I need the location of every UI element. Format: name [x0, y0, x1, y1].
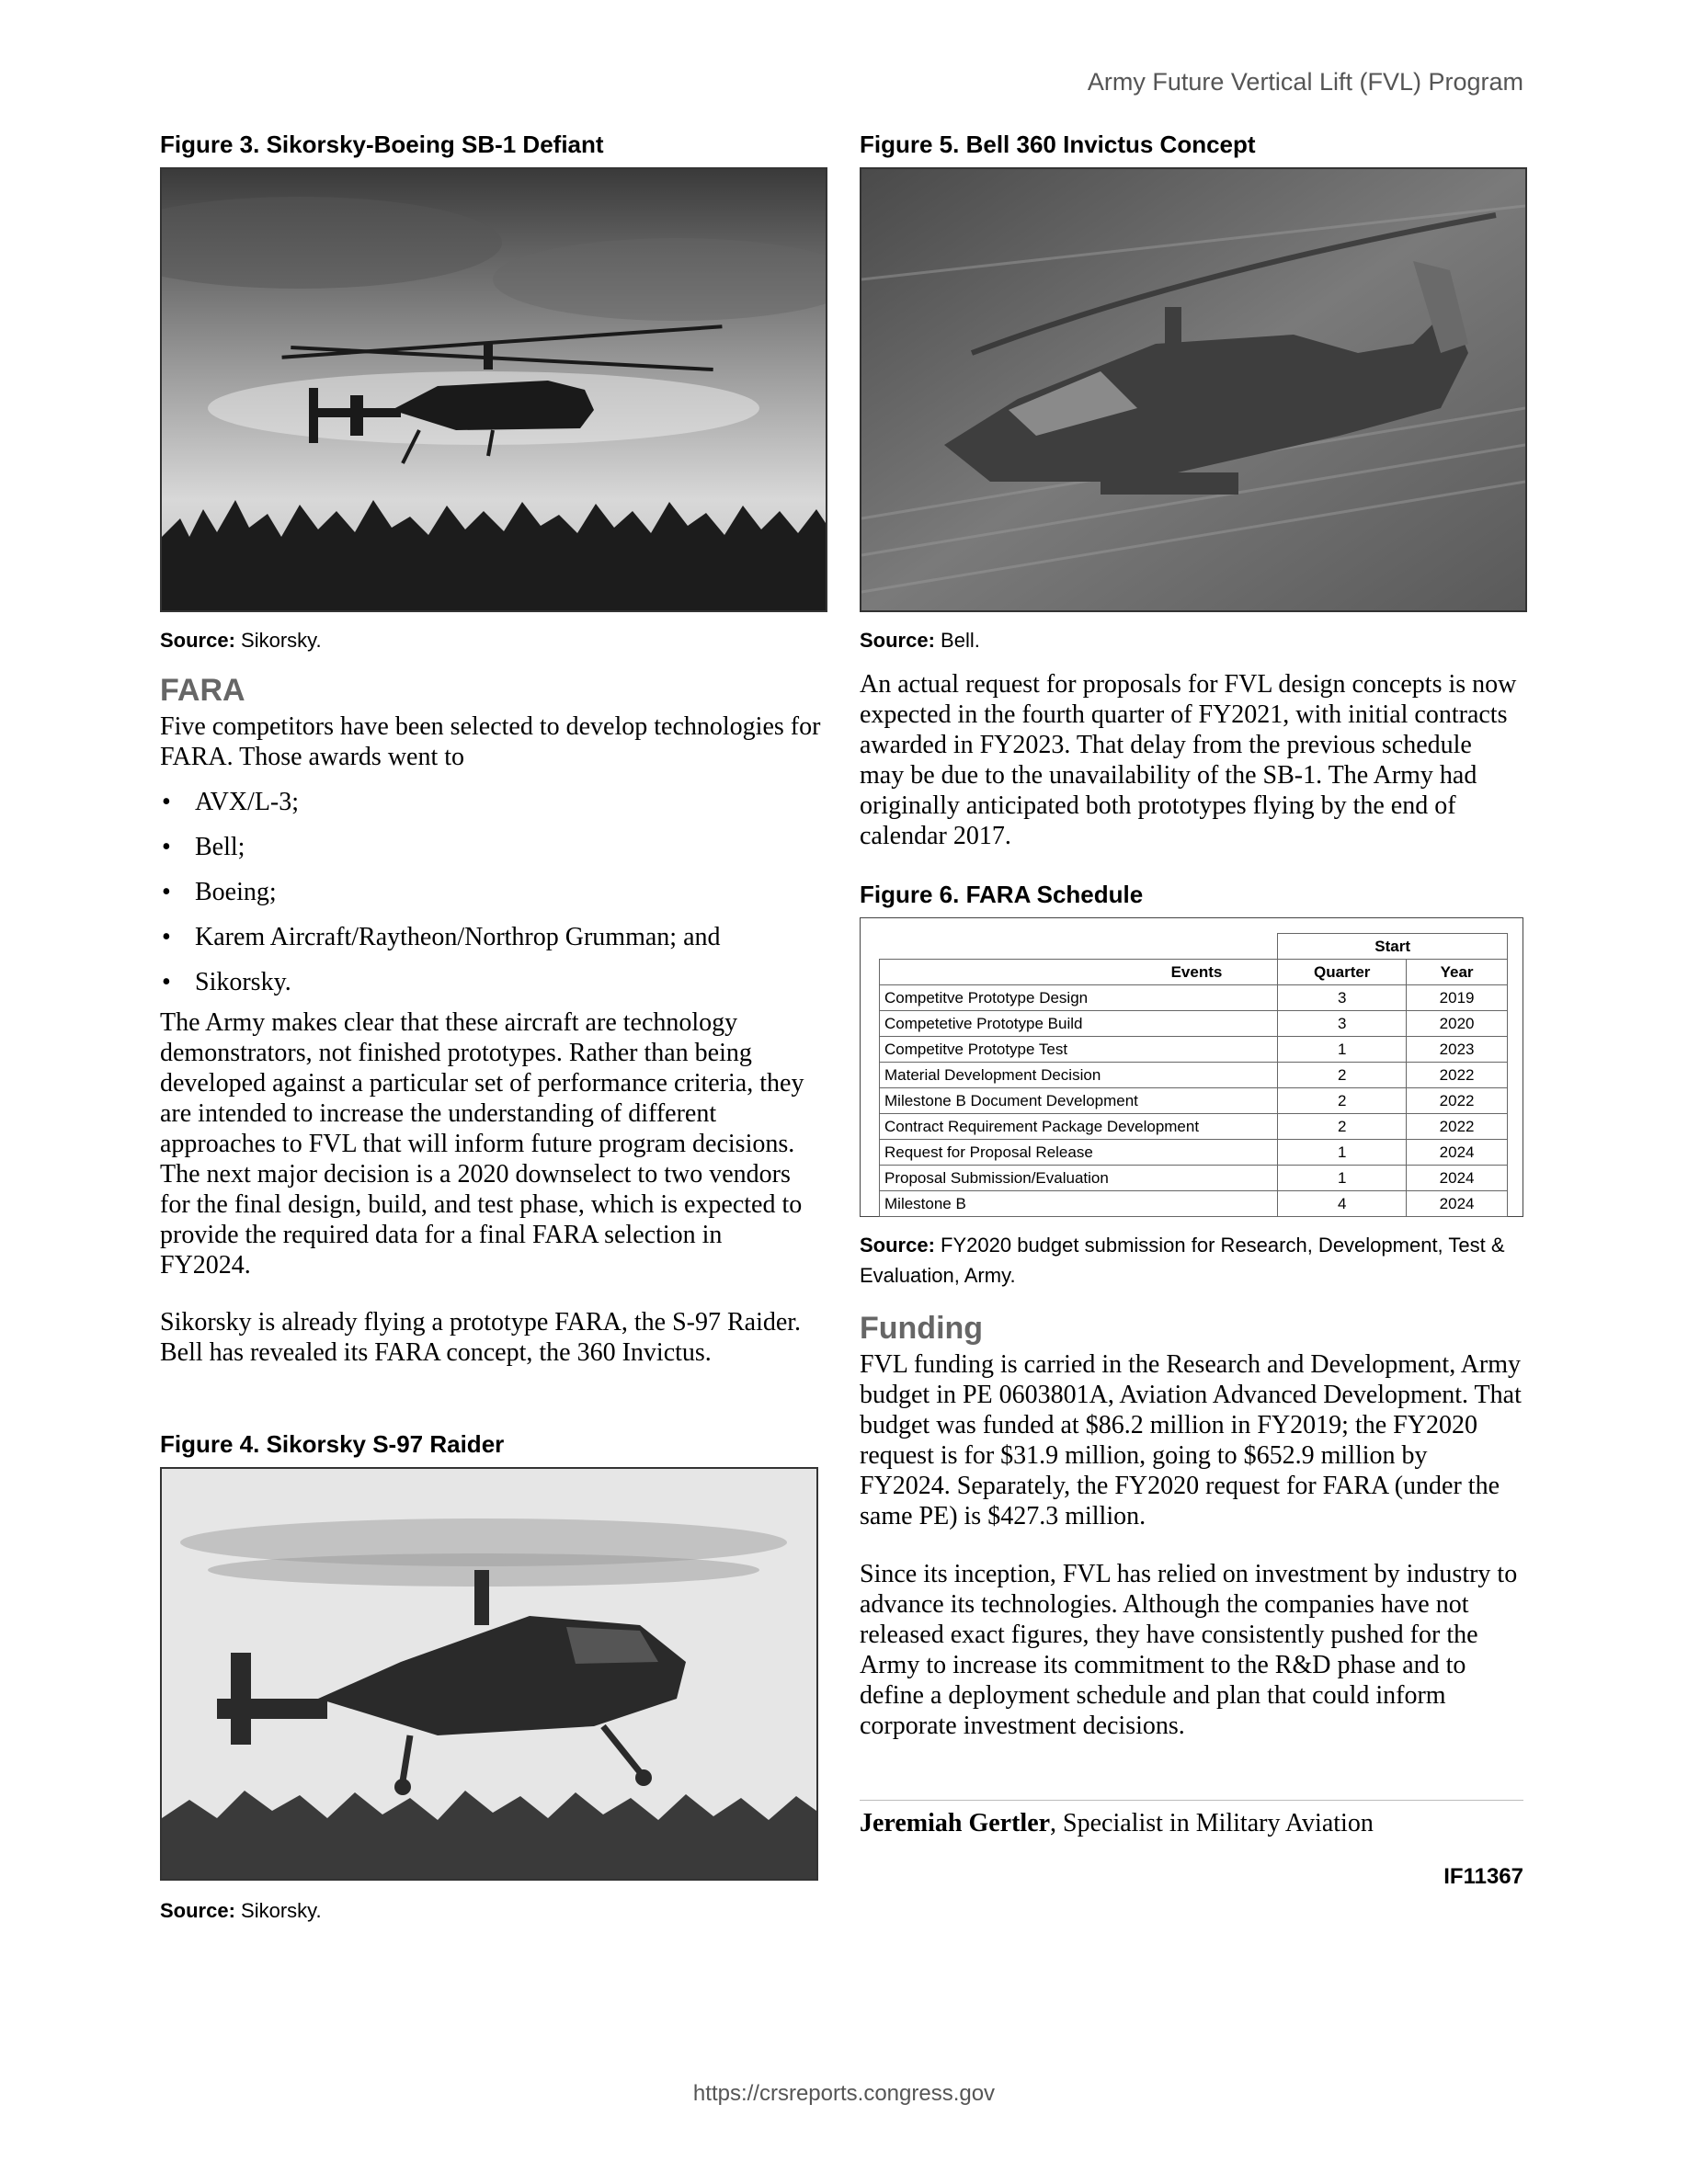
funding-paragraph-1: FVL funding is carried in the Research and Development, Army budget in PE 0603801A, Aviation Advanced Development. That budget was funded at $86.2 million in FY2019; the FY2020 request is for $31.9 million, going to $652.9 million by FY2024. Separately, the FY2020 request for FARA (under the same PE) is $427.3 million.: [860, 1350, 1522, 1530]
event-cell: Request for Proposal Release: [880, 1140, 1278, 1166]
quarter-cell: 2: [1278, 1063, 1407, 1088]
list-item: • Sikorsky.: [160, 967, 824, 997]
year-cell: 2024: [1407, 1191, 1508, 1217]
year-cell: 2019: [1407, 985, 1508, 1011]
source-text: Sikorsky.: [241, 629, 322, 652]
column-header-events: Events: [880, 960, 1278, 985]
author-line: [860, 1809, 1374, 1838]
quarter-cell: 2: [1278, 1088, 1407, 1114]
year-cell: 2020: [1407, 1011, 1508, 1037]
quarter-cell: 1: [1278, 1140, 1407, 1166]
quarter-cell: 3: [1278, 985, 1407, 1011]
table-row: [880, 1088, 1508, 1114]
fara-schedule-table: [879, 933, 1508, 1217]
rfp-paragraph: An actual request for proposals for FVL design concepts is now expected in the fourth quarter of FY2021, with initial contracts awarded in FY2023. That delay from the previous schedule may be due to the unavailability of the SB-1. The Army had originally anticipated both prototypes flying by the end of calendar 2017.: [860, 670, 1517, 850]
table-row: [880, 1011, 1508, 1037]
quarter-cell: 4: [1278, 1191, 1407, 1217]
list-item: • AVX/L-3;: [160, 787, 824, 817]
quarter-cell: 2: [1278, 1114, 1407, 1140]
report-id: IF11367: [1443, 1864, 1523, 1889]
table-row: [880, 985, 1508, 1011]
year-cell: 2022: [1407, 1063, 1508, 1088]
figure-6-caption: Figure 6. FARA Schedule: [860, 881, 1144, 908]
source-text: Bell.: [941, 629, 980, 652]
source-text: FY2020 budget submission for Research, Development, Test & Evaluation, Army.: [860, 1234, 1505, 1287]
author-divider: [860, 1800, 1523, 1801]
event-cell: Material Development Decision: [880, 1063, 1278, 1088]
table-row: [880, 1037, 1508, 1063]
sb1-defiant-image: [162, 169, 826, 610]
year-cell: 2024: [1407, 1166, 1508, 1191]
figure-5-photo: [860, 167, 1527, 612]
table-row: [880, 1063, 1508, 1088]
table-row: [880, 1140, 1508, 1166]
group-header-start: Start: [1278, 934, 1508, 960]
list-item: • Boeing;: [160, 877, 824, 907]
footer-link[interactable]: https://crsreports.congress.gov: [692, 2081, 996, 2106]
figure-6-frame: [860, 917, 1523, 1217]
column-header-quarter: Quarter: [1278, 960, 1407, 985]
figure-4-caption: Figure 4. Sikorsky S-97 Raider: [160, 1430, 505, 1458]
source-label: Source:: [160, 629, 235, 652]
quarter-cell: 1: [1278, 1166, 1407, 1191]
year-cell: 2022: [1407, 1088, 1508, 1114]
event-cell: Milestone B Document Development: [880, 1088, 1278, 1114]
column-header-year: Year: [1407, 960, 1508, 985]
fara-paragraph-1: The Army makes clear that these aircraft are technology demonstrators, not finished prototypes. Rather than being developed against a particular set of performance criteria, they are intended to increase the understanding of different approaches to FVL that will inform future program decisions. The next major decision is a 2020 downselect to two vendors for the final design, build, and test phase, which is expected to provide the required data for a final FARA selection in FY2024.: [160, 1008, 804, 1280]
source-label: Source:: [160, 1899, 235, 1922]
event-cell: Contract Requirement Package Development: [880, 1114, 1278, 1140]
event-cell: Milestone B: [880, 1191, 1278, 1217]
event-cell: Competitve Prototype Test: [880, 1037, 1278, 1063]
footer-url[interactable]: [0, 2081, 1688, 2107]
year-cell: 2023: [1407, 1037, 1508, 1063]
bell-360-invictus-image: [861, 169, 1525, 610]
event-cell: Proposal Submission/Evaluation: [880, 1166, 1278, 1191]
author-title: , Specialist in Military Aviation: [1050, 1809, 1374, 1837]
author-name: Jeremiah Gertler: [860, 1809, 1051, 1837]
event-cell: Competitve Prototype Design: [880, 985, 1278, 1011]
year-cell: 2022: [1407, 1114, 1508, 1140]
competitor-list: [160, 787, 824, 1012]
source-text: Sikorsky.: [241, 1899, 322, 1922]
fara-paragraph-2: Sikorsky is already flying a prototype FARA, the S-97 Raider. Bell has revealed its FARA concept, the 360 Invictus.: [160, 1308, 802, 1367]
source-label: Source:: [860, 1234, 935, 1257]
figure-3-source: [160, 629, 322, 653]
funding-paragraph-2: Since its inception, FVL has relied on investment by industry to advance its technologies. Although the companies have not released exact figures, they have consistently pushed for the Army to increase its commitment to the R&D phase and to define a deployment schedule and plan that could inform corporate investment decisions.: [860, 1560, 1518, 1740]
list-item: • Bell;: [160, 832, 824, 862]
table-row: [880, 1114, 1508, 1140]
figure-6-source: [860, 1230, 1522, 1291]
running-header: Army Future Vertical Lift (FVL) Program: [1087, 68, 1523, 96]
quarter-cell: 1: [1278, 1037, 1407, 1063]
list-item: • Karem Aircraft/Raytheon/Northrop Grumman; and: [160, 922, 824, 952]
figure-4-photo: [160, 1467, 818, 1881]
fara-intro: Five competitors have been selected to develop technologies for FARA. Those awards went to: [160, 712, 821, 771]
figure-5-source: [860, 629, 980, 653]
year-cell: 2024: [1407, 1140, 1508, 1166]
fara-heading: FARA: [160, 673, 245, 708]
source-label: Source:: [860, 629, 935, 652]
figure-4-source: [160, 1899, 322, 1923]
table-row: [880, 1166, 1508, 1191]
figure-5-caption: Figure 5. Bell 360 Invictus Concept: [860, 131, 1256, 158]
schedule-rows: [880, 985, 1508, 1217]
figure-3-photo: [160, 167, 827, 612]
funding-heading: Funding: [860, 1311, 984, 1346]
table-row: [880, 1191, 1508, 1217]
event-cell: Competetive Prototype Build: [880, 1011, 1278, 1037]
quarter-cell: 3: [1278, 1011, 1407, 1037]
figure-3-caption: Figure 3. Sikorsky-Boeing SB-1 Defiant: [160, 131, 604, 158]
s97-raider-image: [162, 1469, 816, 1879]
